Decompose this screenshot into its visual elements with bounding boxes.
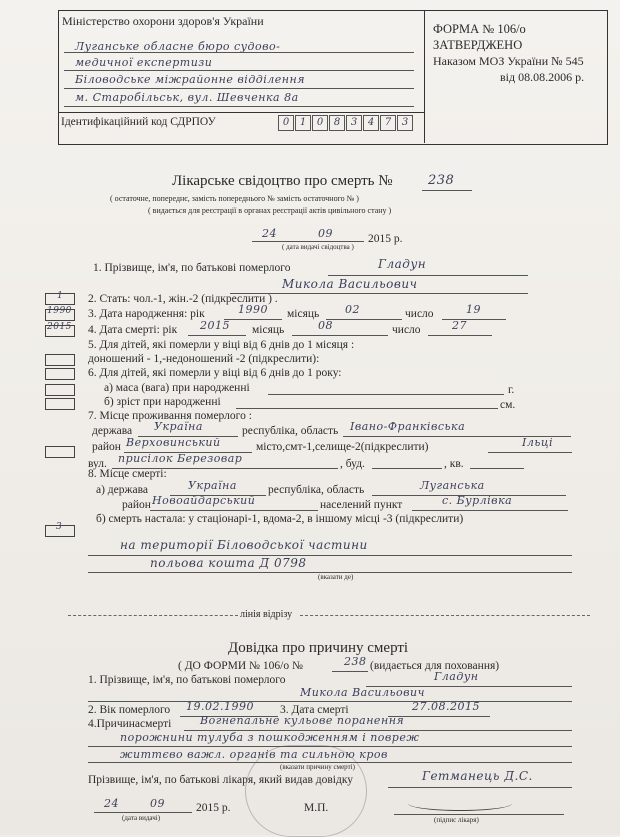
field-5-label: 5. Для дітей, які померли у віці від 6 днів до 1 місяця : bbox=[88, 339, 355, 351]
field-4-code: 2015 bbox=[47, 322, 72, 332]
death-region: Луганська bbox=[420, 479, 485, 492]
death-settlement-prefix: населений пункт bbox=[320, 499, 403, 511]
reference-2-label: 2. Вік померлого bbox=[88, 704, 171, 716]
field-1-label: 1. Прізвище, ім'я, по батькові померлого bbox=[93, 262, 291, 274]
birth-year-underline bbox=[224, 319, 282, 320]
reference-title: Довідка про причину смерті bbox=[228, 640, 409, 656]
residence-street: присілок Березовар bbox=[118, 452, 243, 465]
reference-issue-underline bbox=[94, 812, 192, 813]
field-5-code-box bbox=[45, 354, 75, 366]
reference-surname: Гладун bbox=[434, 670, 479, 683]
death-district-prefix: район bbox=[122, 499, 151, 511]
birth-month-underline bbox=[326, 319, 402, 320]
field-3-label: 3. Дата народження: рік bbox=[88, 308, 205, 320]
signature-caption: (підпис лікаря) bbox=[434, 816, 479, 824]
death-month: 08 bbox=[318, 319, 333, 332]
stamp-place-label: М.П. bbox=[304, 802, 329, 814]
header-row-divider bbox=[58, 112, 424, 113]
field-3-code: 1990 bbox=[47, 306, 72, 316]
death-country: Україна bbox=[188, 479, 237, 492]
ministry-name: Міністерство охорони здоров'я України bbox=[62, 14, 264, 28]
deceased-name: Микола Васильович bbox=[282, 277, 418, 291]
certificate-subtitle: ( остаточне, попереднє, замість попереднього № замість остаточного № ) bbox=[110, 194, 359, 203]
reference-1-label: 1. Прізвище, ім'я, по батькові померлого bbox=[88, 674, 286, 686]
edrpou-digit: 3 bbox=[346, 115, 362, 131]
residence-street-prefix: вул. bbox=[88, 458, 107, 470]
field-2-code: 1 bbox=[57, 291, 64, 301]
issue-month: 09 bbox=[318, 227, 333, 240]
birth-year: 1990 bbox=[238, 303, 268, 316]
institution-line-2: медичної експертизи bbox=[75, 56, 213, 69]
residence-apt-underline bbox=[470, 468, 524, 469]
field-8-label: 8. Місце смерті: bbox=[88, 468, 167, 480]
reference-issue-year: 2015 р. bbox=[196, 802, 231, 814]
field-6a-code-box bbox=[45, 384, 75, 396]
field-6a-unit: г. bbox=[508, 384, 515, 396]
death-year: 2015 bbox=[200, 319, 230, 332]
death-day-underline bbox=[428, 335, 492, 336]
field-7-label: 7. Місце проживання померлого : bbox=[88, 410, 252, 422]
signature-underline bbox=[394, 814, 564, 815]
edrpou-digit: 7 bbox=[380, 115, 396, 131]
certificate-subtitle-2: ( видається для реєстрації в органах реєстрації актів цивільного стану ) bbox=[148, 206, 392, 215]
residence-region: Івано-Франківська bbox=[350, 420, 466, 433]
institution-underline-4 bbox=[64, 106, 414, 107]
reference-death-date: 27.08.2015 bbox=[412, 700, 480, 713]
deceased-surname: Гладун bbox=[378, 257, 427, 271]
doctor-name-underline bbox=[388, 787, 572, 788]
residence-house-prefix: , буд. bbox=[340, 458, 365, 470]
certificate-title: Лікарське свідоцтво про смерть № bbox=[172, 173, 393, 189]
field-5-sub: доношений - 1,-недоношений -2 (підкреслити): bbox=[88, 353, 320, 365]
birth-month-label: місяць bbox=[287, 308, 320, 320]
residence-country-prefix: держава bbox=[92, 425, 133, 437]
issue-year: 2015 р. bbox=[368, 233, 403, 245]
edrpou-digit: 4 bbox=[363, 115, 379, 131]
edrpou-digit: 8 bbox=[329, 115, 345, 131]
field-7-code-box bbox=[45, 446, 75, 458]
issue-date-caption: ( дата видачі свідоцтва ) bbox=[282, 243, 354, 251]
field-4-label: 4. Дата смерті: рік bbox=[88, 324, 178, 336]
death-month-label: місяць bbox=[252, 324, 285, 336]
field-6b-code-box bbox=[45, 398, 75, 410]
death-settlement-underline bbox=[412, 510, 568, 511]
reference-subtitle-prefix: ( ДО ФОРМИ № 106/о № bbox=[178, 660, 303, 672]
round-stamp bbox=[245, 745, 367, 837]
header-divider bbox=[424, 10, 425, 143]
institution-underline-3 bbox=[64, 88, 414, 89]
reference-issue-day: 24 bbox=[104, 797, 119, 810]
death-month-underline bbox=[292, 335, 388, 336]
field-6-code-box bbox=[45, 368, 75, 380]
reference-age: 19.02.1990 bbox=[186, 700, 254, 713]
issue-date-underline bbox=[252, 241, 364, 242]
cause-line-2: порожнини тулуба з пошкодженням і повреж bbox=[120, 731, 420, 744]
edrpou-digit: 0 bbox=[312, 115, 328, 131]
death-place-line-2: польова кошта Д 0798 bbox=[150, 556, 307, 570]
birth-month: 02 bbox=[345, 303, 360, 316]
certificate-number-underline bbox=[422, 190, 472, 191]
death-day-label: число bbox=[392, 324, 421, 336]
field-6b-label: б) зріст при народженні bbox=[104, 396, 221, 408]
death-year-underline bbox=[188, 335, 246, 336]
tear-line-right bbox=[300, 615, 590, 616]
reference-number: 238 bbox=[344, 655, 367, 668]
residence-district-prefix: район bbox=[92, 441, 121, 453]
edrpou-digit: 3 bbox=[397, 115, 413, 131]
death-district: Новоайдарський bbox=[152, 494, 256, 507]
surname-underline bbox=[328, 275, 528, 276]
birth-day: 19 bbox=[466, 303, 481, 316]
institution-underline-2 bbox=[64, 70, 414, 71]
cause-caption: (вказати причину смерті) bbox=[280, 763, 355, 771]
reference-name: Микола Васильович bbox=[300, 686, 425, 699]
approved-label: ЗАТВЕРДЖЕНО bbox=[433, 38, 523, 52]
cause-line-1: Вогнепальне кульове поранення bbox=[200, 714, 405, 727]
tear-line-label: лінія відрізу bbox=[240, 609, 293, 620]
field-6b-underline bbox=[236, 408, 498, 409]
residence-city-prefix: місто,смт-1,селище-2(підкреслити) bbox=[256, 441, 429, 453]
field-6-label: 6. Для дітей, які померли у віці від 6 днів до 1 року: bbox=[88, 367, 342, 379]
death-district-underline bbox=[150, 510, 318, 511]
field-6a-underline bbox=[268, 394, 504, 395]
residence-house-underline bbox=[372, 468, 442, 469]
reference-issue-month: 09 bbox=[150, 797, 165, 810]
certificate-number: 238 bbox=[428, 173, 455, 188]
residence-region-prefix: республіка, область bbox=[242, 425, 339, 437]
reference-4-label: 4.Причинасмерті bbox=[88, 718, 172, 730]
reference-3-label: 3. Дата смерті bbox=[280, 704, 349, 716]
issue-day: 24 bbox=[262, 227, 277, 240]
death-place-caption: (вказати де) bbox=[318, 573, 354, 581]
death-region-prefix: республіка, область bbox=[268, 484, 365, 496]
death-location-type: б) смерть настала: у стаціонарі-1, вдома-2, в іншому місці -3 (підкреслити) bbox=[96, 513, 464, 525]
reference-issue-caption: (дата видачі) bbox=[122, 814, 161, 822]
death-place-line-1: на території Біловодської частини bbox=[120, 538, 368, 552]
field-6b-unit: см. bbox=[500, 399, 516, 411]
death-country-prefix: а) держава bbox=[96, 484, 148, 496]
institution-line-3: Біловодське міжрайонне відділення bbox=[75, 73, 306, 86]
residence-apt-prefix: , кв. bbox=[444, 458, 464, 470]
field-6a-label: а) маса (вага) при народженні bbox=[104, 382, 250, 394]
tear-line-left bbox=[68, 615, 238, 616]
reference-name-underline bbox=[88, 701, 572, 702]
doctor-name: Гетманець Д.С. bbox=[422, 769, 533, 783]
doctor-label: Прізвище, ім'я, по батькові лікаря, який видав довідку bbox=[88, 774, 354, 786]
residence-district: Верховинський bbox=[126, 436, 221, 449]
order-label: Наказом МОЗ України № 545 bbox=[433, 54, 584, 68]
field-2-label: 2. Стать: чол.-1, жін.-2 (підкреслити ) . bbox=[88, 293, 278, 305]
reference-number-underline bbox=[332, 671, 368, 672]
reference-subtitle-suffix: (видається для поховання) bbox=[370, 660, 500, 672]
order-date: від 08.08.2006 р. bbox=[500, 70, 585, 84]
death-settlement: с. Бурлівка bbox=[442, 494, 513, 507]
institution-line-1: Луганське обласне бюро судово- bbox=[75, 40, 281, 53]
doctor-signature bbox=[408, 796, 512, 811]
residence-city: Ільці bbox=[522, 436, 554, 449]
form-number: ФОРМА № 106/о bbox=[433, 22, 526, 36]
institution-line-4: м. Старобільськ, вул. Шевченка 8а bbox=[75, 91, 299, 104]
field-8-code: 3 bbox=[56, 522, 63, 532]
edrpou-digit: 1 bbox=[295, 115, 311, 131]
residence-country: Україна bbox=[154, 420, 203, 433]
cause-line-3: життєво важл. органів та сильною кров bbox=[120, 748, 388, 761]
edrpou-digit: 0 bbox=[278, 115, 294, 131]
institution-underline-1 bbox=[64, 52, 414, 53]
edrpou-label: Ідентифікаційний код СДРПОУ bbox=[61, 116, 216, 128]
death-day: 27 bbox=[452, 319, 467, 332]
birth-day-label: число bbox=[405, 308, 434, 320]
residence-city-underline bbox=[488, 452, 572, 453]
